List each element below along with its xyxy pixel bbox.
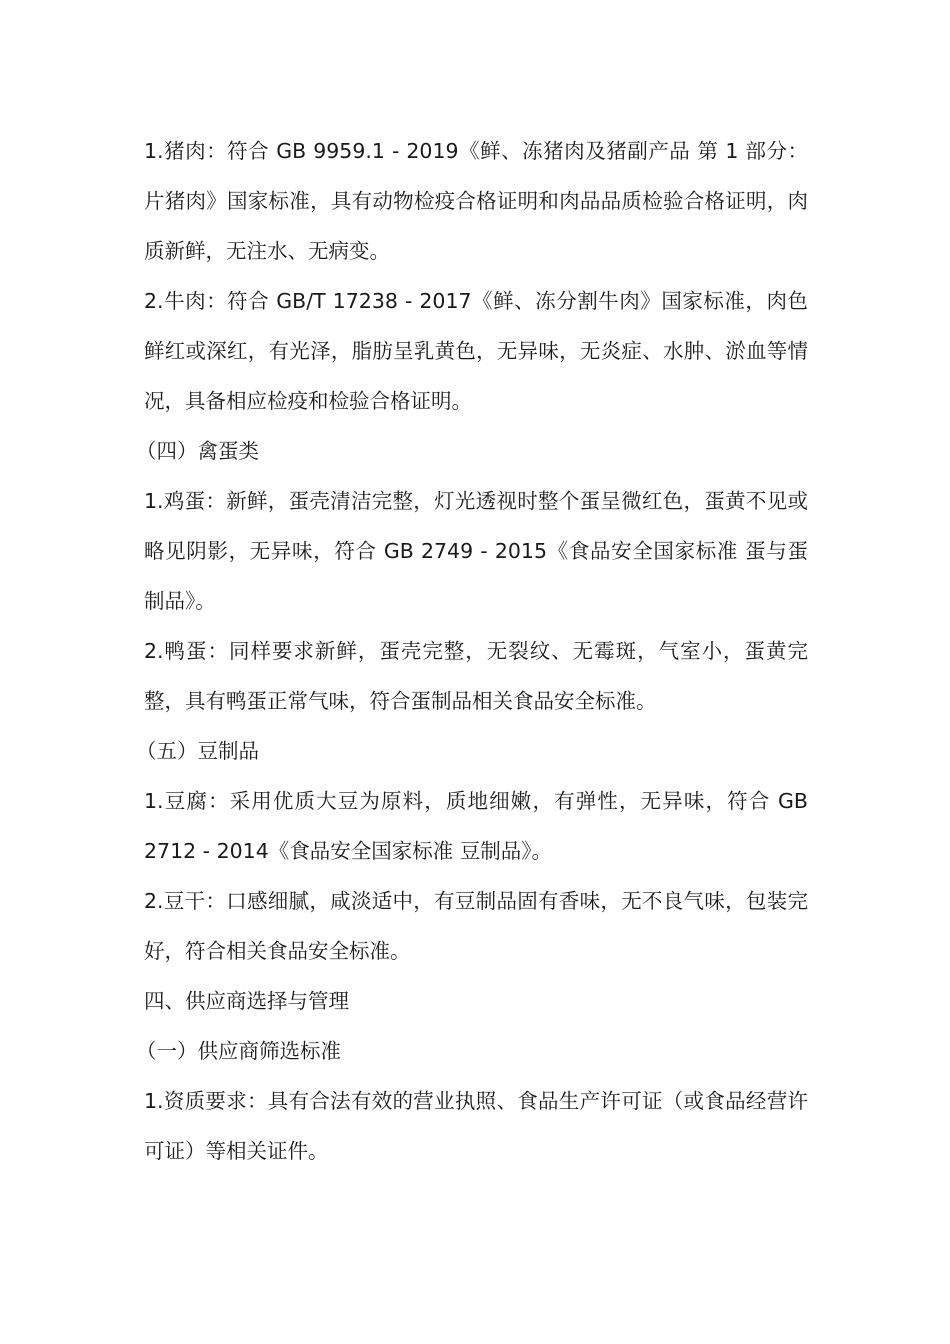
paragraph-tofu: 1.豆腐：采用优质大豆为原料，质地细嫩，有弹性，无异味，符合 GB 2712 - 2014《食品安全国家标准 豆制品》。 (144, 789, 808, 863)
paragraph-chicken-egg: 1.鸡蛋：新鲜，蛋壳清洁完整，灯光透视时整个蛋呈微红色，蛋黄不见或略见阴影，无异味，符合 GB 2749 - 2015《食品安全国家标准 蛋与蛋制品》。 (144, 489, 808, 613)
paragraph-duck-egg: 2.鸭蛋：同样要求新鲜，蛋壳完整，无裂纹、无霉斑，气室小，蛋黄完整，具有鸭蛋正常气味，符合蛋制品相关食品安全标准。 (144, 639, 808, 713)
paragraph-qualification: 1.资质要求：具有合法有效的营业执照、食品生产许可证（或食品经营许可证）等相关证件。 (144, 1089, 808, 1163)
paragraph-dried-tofu: 2.豆干：口感细腻，咸淡适中，有豆制品固有香味，无不良气味，包装完好，符合相关食品安全标准。 (144, 889, 808, 963)
section-heading-screening: （一）供应商筛选标准 (136, 1039, 341, 1063)
section-heading-soy: （五）豆制品 (136, 739, 259, 763)
document-body (136, 126, 808, 1176)
paragraph-pork: 1.猪肉：符合 GB 9959.1 - 2019《鲜、冻猪肉及猪副产品 第 1 部分：片猪肉》国家标准，具有动物检疫合格证明和肉品品质检验合格证明，肉质新鲜，无注水、无病变。 (144, 139, 808, 263)
paragraph-beef: 2.牛肉：符合 GB/T 17238 - 2017《鲜、冻分割牛肉》国家标准，肉色鲜红或深红，有光泽，脂肪呈乳黄色，无异味，无炎症、水肿、淤血等情况，具备相应检疫和检验合格证明。 (144, 289, 808, 413)
section-heading-eggs: （四）禽蛋类 (136, 439, 259, 463)
chapter-heading-suppliers: 四、供应商选择与管理 (144, 989, 349, 1013)
